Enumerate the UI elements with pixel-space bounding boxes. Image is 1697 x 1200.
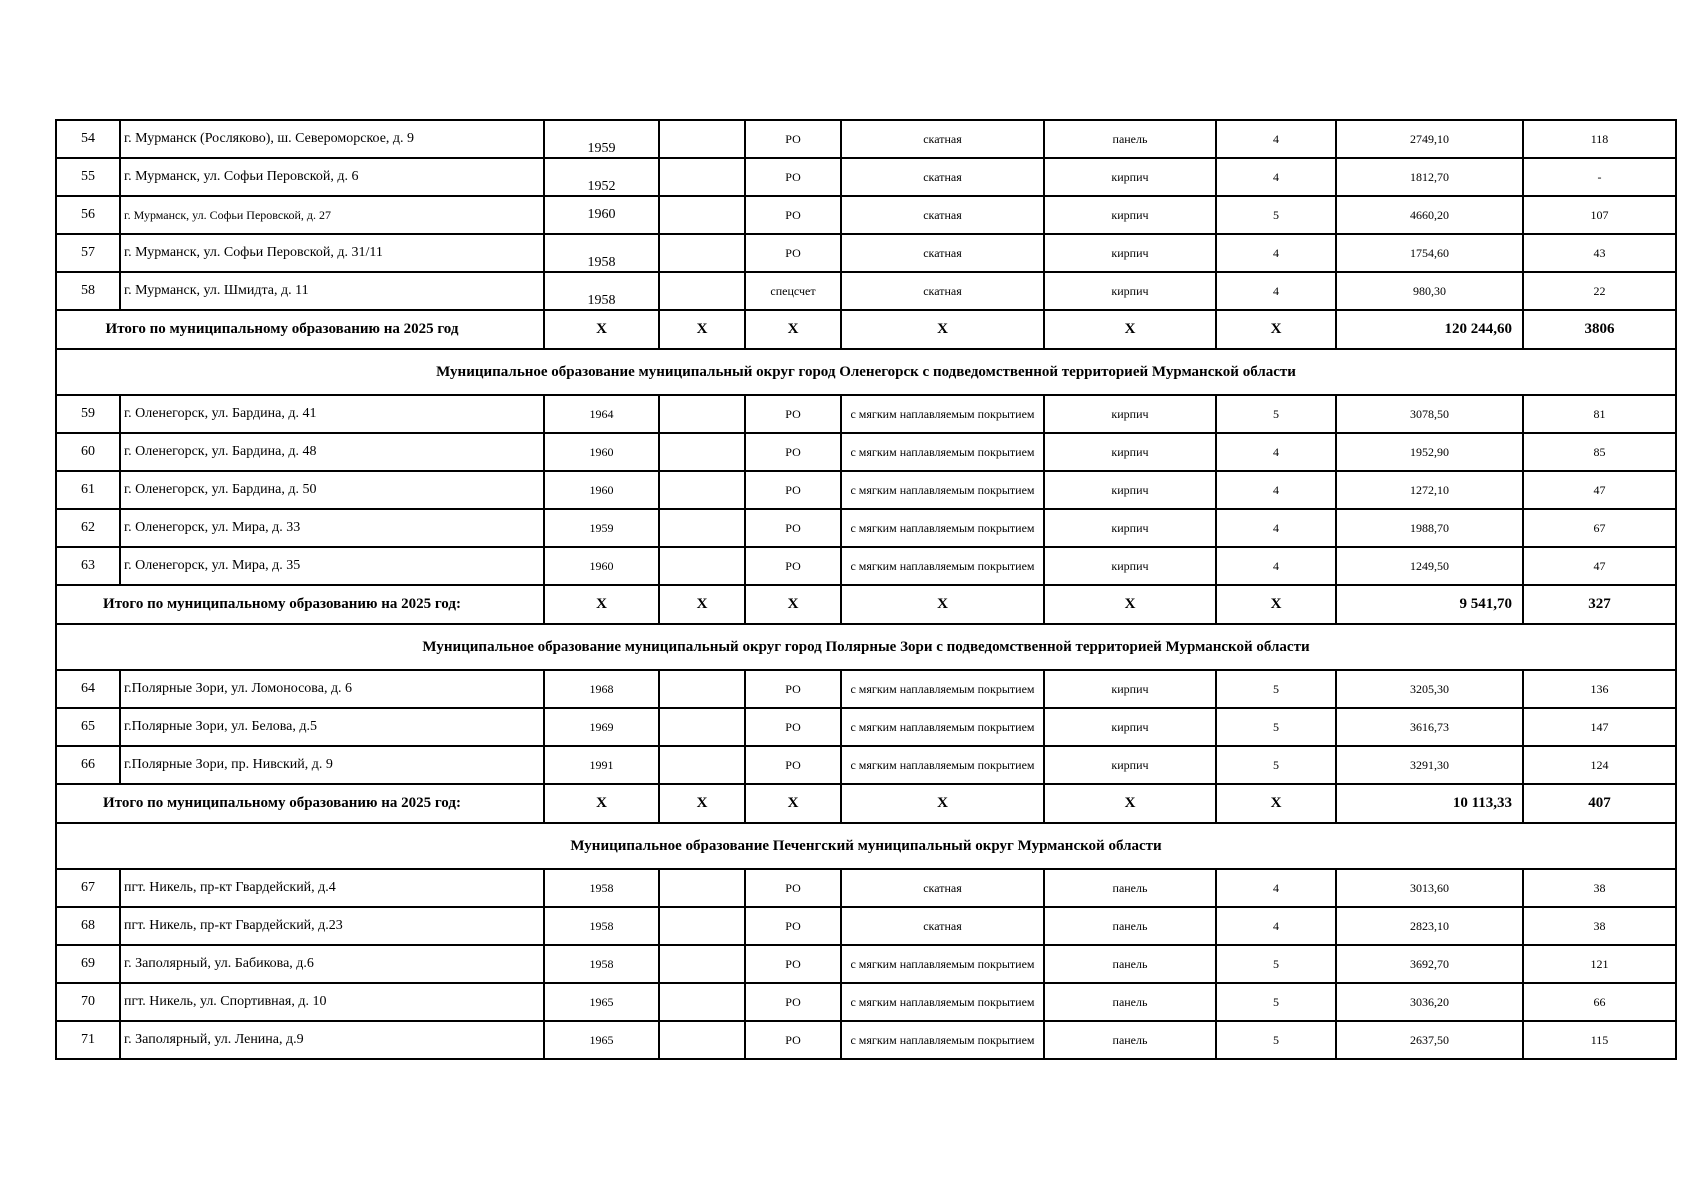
walls-cell: кирпич [1044,471,1216,509]
year-cell: 1960 [544,547,659,585]
row-number: 67 [56,869,120,907]
walls-cell: панель [1044,983,1216,1021]
year-cell: 1958 [544,272,659,310]
year-cell: 1960 [544,471,659,509]
walls-cell: кирпич [1044,708,1216,746]
table-row [56,272,1676,310]
area-cell: 1952,90 [1336,433,1523,471]
total-label: Итого по муниципальному образованию на 2025 год: [56,585,544,624]
table-body [56,120,1676,1059]
section-title: Муниципальное образование муниципальный округ город Оленегорск с подведомственной территорией Мурманской области [56,349,1676,395]
empty-cell [659,120,745,158]
section-header-row [56,624,1676,670]
area-cell: 3078,50 [1336,395,1523,433]
roof-cell: с мягким наплавляемым покрытием [841,708,1044,746]
residents-cell: 124 [1523,746,1676,784]
walls-cell: кирпич [1044,395,1216,433]
method-cell: спецсчет [745,272,841,310]
residents-cell: 81 [1523,395,1676,433]
roof-cell: скатная [841,196,1044,234]
method-cell: РО [745,945,841,983]
floors-cell: 4 [1216,907,1336,945]
address-cell: г. Мурманск, ул. Софьи Перовской, д. 31/11 [120,234,544,272]
total-row [56,784,1676,823]
year-cell: 1964 [544,395,659,433]
x-mark: X [659,585,745,624]
area-cell: 1812,70 [1336,158,1523,196]
method-cell: РО [745,471,841,509]
total-label: Итого по муниципальному образованию на 2025 год [56,310,544,349]
floors-cell: 4 [1216,509,1336,547]
residents-cell: 147 [1523,708,1676,746]
area-cell: 2823,10 [1336,907,1523,945]
x-mark: X [1044,784,1216,823]
area-cell: 1272,10 [1336,471,1523,509]
address-cell: г.Полярные Зори, ул. Белова, д.5 [120,708,544,746]
method-cell: РО [745,234,841,272]
total-row [56,310,1676,349]
section-title: Муниципальное образование муниципальный округ город Полярные Зори с подведомственной территорией Мурманской области [56,624,1676,670]
year-cell: 1969 [544,708,659,746]
year-cell: 1960 [544,433,659,471]
year-cell: 1958 [544,945,659,983]
empty-cell [659,670,745,708]
x-mark: X [544,784,659,823]
year-cell: 1991 [544,746,659,784]
row-number: 59 [56,395,120,433]
area-cell: 980,30 [1336,272,1523,310]
row-number: 62 [56,509,120,547]
residents-cell: 118 [1523,120,1676,158]
area-cell: 3692,70 [1336,945,1523,983]
method-cell: РО [745,983,841,1021]
year-cell: 1965 [544,1021,659,1059]
address-cell: г. Мурманск, ул. Шмидта, д. 11 [120,272,544,310]
residents-cell: - [1523,158,1676,196]
area-cell: 1754,60 [1336,234,1523,272]
empty-cell [659,983,745,1021]
area-cell: 1988,70 [1336,509,1523,547]
method-cell: РО [745,869,841,907]
year-cell: 1958 [544,907,659,945]
year-cell: 1958 [544,869,659,907]
method-cell: РО [745,907,841,945]
row-number: 61 [56,471,120,509]
table-row [56,983,1676,1021]
method-cell: РО [745,1021,841,1059]
empty-cell [659,196,745,234]
residents-cell: 47 [1523,471,1676,509]
residents-cell: 38 [1523,907,1676,945]
floors-cell: 4 [1216,433,1336,471]
roof-cell: с мягким наплавляемым покрытием [841,509,1044,547]
floors-cell: 5 [1216,670,1336,708]
empty-cell [659,1021,745,1059]
year-cell: 1960 [544,196,659,234]
address-cell: г. Оленегорск, ул. Бардина, д. 48 [120,433,544,471]
floors-cell: 4 [1216,120,1336,158]
method-cell: РО [745,746,841,784]
table-row [56,907,1676,945]
x-mark: X [659,784,745,823]
address-cell: пгт. Никель, пр-кт Гвардейский, д.23 [120,907,544,945]
x-mark: X [745,310,841,349]
address-cell: г.Полярные Зори, пр. Нивский, д. 9 [120,746,544,784]
walls-cell: панель [1044,869,1216,907]
x-mark: X [1216,784,1336,823]
residents-cell: 22 [1523,272,1676,310]
total-area: 10 113,33 [1336,784,1523,823]
roof-cell: с мягким наплавляемым покрытием [841,471,1044,509]
empty-cell [659,509,745,547]
row-number: 55 [56,158,120,196]
housing-register-table [55,119,1677,1060]
empty-cell [659,746,745,784]
x-mark: X [659,310,745,349]
area-cell: 1249,50 [1336,547,1523,585]
table-row [56,1021,1676,1059]
year-cell: 1952 [544,158,659,196]
x-mark: X [544,310,659,349]
year-cell: 1959 [544,509,659,547]
walls-cell: кирпич [1044,746,1216,784]
x-mark: X [841,310,1044,349]
residents-cell: 121 [1523,945,1676,983]
area-cell: 2637,50 [1336,1021,1523,1059]
empty-cell [659,907,745,945]
section-header-row [56,349,1676,395]
method-cell: РО [745,196,841,234]
walls-cell: кирпич [1044,509,1216,547]
section-header-row [56,823,1676,869]
method-cell: РО [745,547,841,585]
method-cell: РО [745,395,841,433]
walls-cell: панель [1044,907,1216,945]
residents-cell: 136 [1523,670,1676,708]
total-residents: 3806 [1523,310,1676,349]
table-row [56,869,1676,907]
row-number: 57 [56,234,120,272]
address-cell: г. Мурманск, ул. Софьи Перовской, д. 6 [120,158,544,196]
roof-cell: с мягким наплавляемым покрытием [841,670,1044,708]
floors-cell: 4 [1216,272,1336,310]
table-row [56,234,1676,272]
residents-cell: 66 [1523,983,1676,1021]
roof-cell: с мягким наплавляемым покрытием [841,945,1044,983]
walls-cell: кирпич [1044,272,1216,310]
x-mark: X [1044,585,1216,624]
empty-cell [659,433,745,471]
roof-cell: с мягким наплавляемым покрытием [841,983,1044,1021]
roof-cell: скатная [841,272,1044,310]
total-residents: 407 [1523,784,1676,823]
residents-cell: 107 [1523,196,1676,234]
residents-cell: 47 [1523,547,1676,585]
address-cell: пгт. Никель, пр-кт Гвардейский, д.4 [120,869,544,907]
address-cell: г. Заполярный, ул. Ленина, д.9 [120,1021,544,1059]
walls-cell: кирпич [1044,433,1216,471]
residents-cell: 67 [1523,509,1676,547]
residents-cell: 38 [1523,869,1676,907]
floors-cell: 5 [1216,196,1336,234]
floors-cell: 4 [1216,869,1336,907]
residents-cell: 43 [1523,234,1676,272]
x-mark: X [1044,310,1216,349]
floors-cell: 5 [1216,1021,1336,1059]
method-cell: РО [745,670,841,708]
method-cell: РО [745,708,841,746]
table-row [56,158,1676,196]
total-label: Итого по муниципальному образованию на 2025 год: [56,784,544,823]
table-row [56,670,1676,708]
address-cell: г. Оленегорск, ул. Мира, д. 33 [120,509,544,547]
empty-cell [659,945,745,983]
year-cell: 1968 [544,670,659,708]
address-cell: г.Полярные Зори, ул. Ломоносова, д. 6 [120,670,544,708]
table-row [56,395,1676,433]
x-mark: X [745,784,841,823]
roof-cell: скатная [841,907,1044,945]
roof-cell: скатная [841,234,1044,272]
walls-cell: панель [1044,945,1216,983]
roof-cell: с мягким наплавляемым покрытием [841,395,1044,433]
method-cell: РО [745,509,841,547]
roof-cell: с мягким наплавляемым покрытием [841,547,1044,585]
x-mark: X [841,585,1044,624]
table-row [56,471,1676,509]
roof-cell: скатная [841,120,1044,158]
address-cell: г. Оленегорск, ул. Бардина, д. 41 [120,395,544,433]
walls-cell: кирпич [1044,547,1216,585]
empty-cell [659,158,745,196]
year-cell: 1959 [544,120,659,158]
roof-cell: скатная [841,158,1044,196]
address-cell: г. Мурманск, ул. Софьи Перовской, д. 27 [120,196,544,234]
walls-cell: кирпич [1044,234,1216,272]
floors-cell: 4 [1216,234,1336,272]
empty-cell [659,471,745,509]
x-mark: X [544,585,659,624]
floors-cell: 4 [1216,158,1336,196]
area-cell: 4660,20 [1336,196,1523,234]
walls-cell: кирпич [1044,158,1216,196]
empty-cell [659,395,745,433]
floors-cell: 4 [1216,471,1336,509]
floors-cell: 4 [1216,547,1336,585]
residents-cell: 85 [1523,433,1676,471]
x-mark: X [1216,585,1336,624]
row-number: 68 [56,907,120,945]
year-cell: 1965 [544,983,659,1021]
table-row [56,196,1676,234]
method-cell: РО [745,120,841,158]
row-number: 60 [56,433,120,471]
address-cell: г. Мурманск (Росляково), ш. Североморское, д. 9 [120,120,544,158]
row-number: 56 [56,196,120,234]
year-cell: 1958 [544,234,659,272]
floors-cell: 5 [1216,945,1336,983]
empty-cell [659,547,745,585]
walls-cell: панель [1044,120,1216,158]
walls-cell: панель [1044,1021,1216,1059]
table-row [56,509,1676,547]
roof-cell: скатная [841,869,1044,907]
row-number: 69 [56,945,120,983]
row-number: 65 [56,708,120,746]
section-title: Муниципальное образование Печенгский муниципальный округ Мурманской области [56,823,1676,869]
empty-cell [659,272,745,310]
area-cell: 3036,20 [1336,983,1523,1021]
residents-cell: 115 [1523,1021,1676,1059]
total-area: 120 244,60 [1336,310,1523,349]
address-cell: пгт. Никель, ул. Спортивная, д. 10 [120,983,544,1021]
x-mark: X [745,585,841,624]
floors-cell: 5 [1216,983,1336,1021]
floors-cell: 5 [1216,395,1336,433]
method-cell: РО [745,158,841,196]
area-cell: 3013,60 [1336,869,1523,907]
area-cell: 3291,30 [1336,746,1523,784]
table-row [56,708,1676,746]
roof-cell: с мягким наплавляемым покрытием [841,746,1044,784]
address-cell: г. Оленегорск, ул. Мира, д. 35 [120,547,544,585]
row-number: 58 [56,272,120,310]
empty-cell [659,708,745,746]
address-cell: г. Заполярный, ул. Бабикова, д.6 [120,945,544,983]
x-mark: X [841,784,1044,823]
area-cell: 3205,30 [1336,670,1523,708]
row-number: 71 [56,1021,120,1059]
row-number: 70 [56,983,120,1021]
total-area: 9 541,70 [1336,585,1523,624]
roof-cell: с мягким наплавляемым покрытием [841,1021,1044,1059]
x-mark: X [1216,310,1336,349]
walls-cell: кирпич [1044,196,1216,234]
empty-cell [659,869,745,907]
empty-cell [659,234,745,272]
table-row [56,547,1676,585]
walls-cell: кирпич [1044,670,1216,708]
table-row [56,945,1676,983]
roof-cell: с мягким наплавляемым покрытием [841,433,1044,471]
row-number: 54 [56,120,120,158]
area-cell: 3616,73 [1336,708,1523,746]
total-residents: 327 [1523,585,1676,624]
floors-cell: 5 [1216,746,1336,784]
total-row [56,585,1676,624]
method-cell: РО [745,433,841,471]
row-number: 64 [56,670,120,708]
table-row [56,433,1676,471]
floors-cell: 5 [1216,708,1336,746]
row-number: 63 [56,547,120,585]
row-number: 66 [56,746,120,784]
address-cell: г. Оленегорск, ул. Бардина, д. 50 [120,471,544,509]
table-row [56,120,1676,158]
table-row [56,746,1676,784]
area-cell: 2749,10 [1336,120,1523,158]
